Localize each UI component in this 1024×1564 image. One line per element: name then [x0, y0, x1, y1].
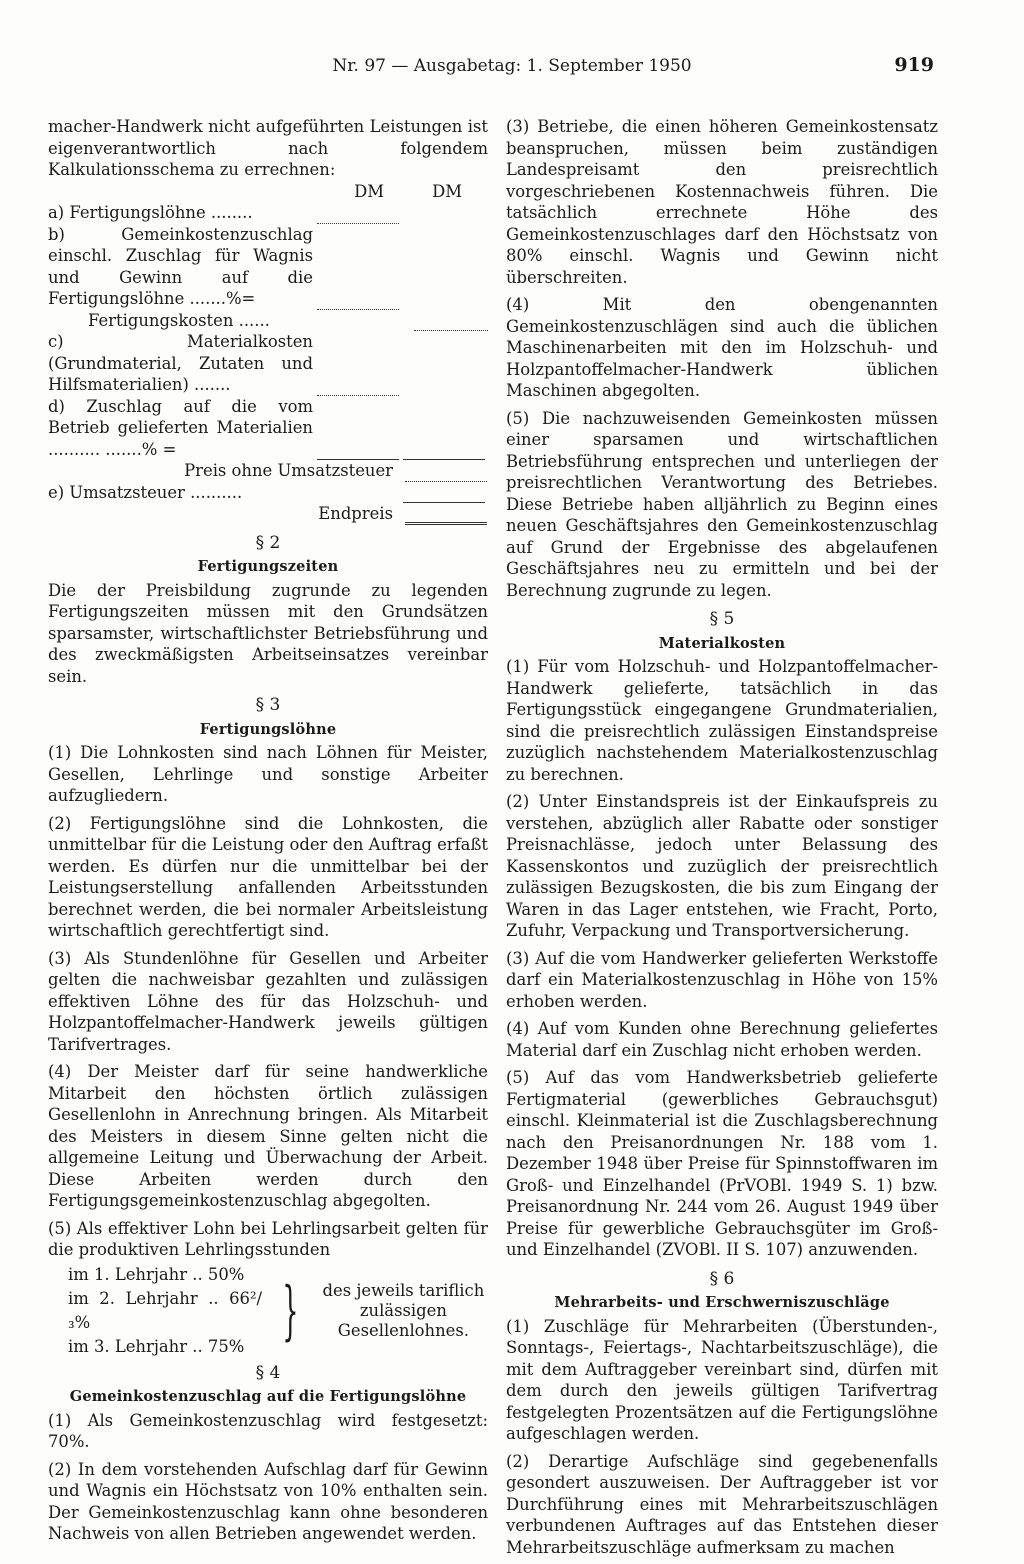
page-header	[0, 54, 1024, 82]
section-5-paragraph-1: (1) Für vom Holzschuh- und Holzpantoffelmacher-Handwerk gelieferte, tatsächlich in das Fertigungsstück eingegangene Grundmaterialien, sind die preisrechtlich zulässigen Einstandspreise zuzüglich nachstehendem Materialkostenzuschlag zu berechnen.	[506, 657, 938, 784]
lehrjahr-table	[68, 1263, 488, 1359]
lehrjahr-1: im 1. Lehrjahr .. 50%	[68, 1264, 245, 1284]
issue-line: Nr. 97 — Ausgabetag: 1. September 1950	[332, 56, 692, 76]
lehrjahr-3: im 3. Lehrjahr .. 75%	[68, 1336, 245, 1356]
schema-row-e: e) Umsatzsteuer ..........	[48, 482, 488, 504]
schema-row-c: c) Materialkosten (Grundmaterial, Zutaten und Hilfsmaterialien) .......	[48, 331, 488, 396]
dm-label-2: DM	[432, 181, 462, 201]
section-5-title: Materialkosten	[658, 634, 786, 652]
schema-row-b: b) Gemeinkostenzuschlag einschl. Zuschlag für Wagnis und Gewinn auf die Fertigungslöhne .......%=	[48, 224, 488, 310]
lehrjahr-2: im 2. Lehrjahr .. 66²/₃%	[68, 1288, 263, 1332]
section-6-paragraph-2: (2) Derartige Aufschläge sind gegebenenfalls gesondert auszuweisen. Der Auftraggeber ist vor Durchführung eines mit Mehrarbeitszuschlägen verbundenen Auftrages auf das Entstehen dieser Mehrarbeitszuschläge aufmerksam zu machen	[506, 1451, 938, 1557]
section-3-heading: § 3	[255, 695, 281, 715]
page-number: 919	[894, 54, 934, 76]
dm-header	[48, 181, 488, 203]
intro-paragraph: macher-Handwerk nicht aufgeführten Leistungen ist eigenverantwortlich nach folgendem Kalkulationsschema zu errechnen:	[48, 117, 488, 179]
section-4-paragraph-5: (5) Die nachzuweisenden Gemeinkosten müssen einer sparsamen und wirtschaftlichen Betriebsführung entsprechen und unterliegen der preisrechtlichen Verantwortung des Betriebes. Diese Betriebe haben alljährlich zu Beginn eines neuen Geschäftsjahres den Gemeinkostenzuschlag auf Grund der Ergebnisse des abgelaufenen Geschäftsjahres neu zu ermitteln und bei der Berechnung zugrunde zu legen.	[506, 408, 938, 600]
schema-row-b-total: Fertigungskosten ......	[48, 310, 488, 332]
schema-row-preis: Preis ohne Umsatzsteuer	[48, 460, 488, 482]
brace: }	[282, 1273, 299, 1348]
schema-row-d: d) Zuschlag auf die vom Betrieb gelieferten Materialien .......... .......% =	[48, 396, 488, 461]
section-2-heading: § 2	[255, 532, 281, 553]
section-4-title: Gemeinkostenzuschlag auf die Fertigungslöhne	[69, 1388, 467, 1405]
section-5-paragraph-5: (5) Auf das vom Handwerksbetrieb gelieferte Fertigmaterial (gewerbliches Gebrauchsgut) einschl. Kleinmaterial ist die Zuschlagsberechnung nach den Preisanordnungen Nr. 188 vom 1. Dezember 1948 über Preise für Spinnstoffwaren im Groß- und Einzelhandel (PrVOBl. 1949 S. 1) bzw. Preisanordnung Nr. 244 vom 26. August 1949 über Preise für gewerbliche Gebrauchsgüter im Groß- und Einzelhandel (ZVOBl. II S. 107) anzuwenden.	[506, 1068, 938, 1259]
section-2-paragraph: Die der Preisbildung zugrunde zu legenden Fertigungszeiten müssen mit den Grundsätzen sparsamster, wirtschaftlichster Betriebsführung und des zweckmäßigsten Arbeitseinsatzes vereinbar sein.	[48, 580, 488, 686]
section-5-heading: § 5	[709, 609, 735, 629]
section-6-paragraph-1: (1) Zuschläge für Mehrarbeiten (Überstunden-, Sonntags-, Feiertags-, Nachtarbeitszuschläge), die mit dem Auftraggeber vereinbart sind, dürfen mit dem durch den jeweils gültigen Tarifvertrag festgelegten Prozentsätzen auf die Fertigungslöhne aufgeschlagen werden.	[506, 1316, 938, 1443]
section-6-title: Mehrarbeits- und Erschwerniszuschläge	[554, 1294, 890, 1311]
lehrjahr-note: des jeweils tariflich zulässigen Gesellenlohnes.	[322, 1280, 485, 1340]
section-3-paragraph-1: (1) Die Lohnkosten sind nach Löhnen für Meister, Gesellen, Lehrlinge und sonstige Arbeiter aufzugliedern.	[48, 743, 488, 805]
section-5-paragraph-3: (3) Auf die vom Handwerker gelieferten Werkstoffe darf ein Materialkostenzuschlag in Höhe von 15% erhoben werden.	[506, 948, 938, 1011]
section-4-heading: § 4	[255, 1362, 281, 1383]
right-column	[506, 116, 938, 1564]
section-5-paragraph-4: (4) Auf vom Kunden ohne Berechnung geliefertes Material darf ein Zuschlag nicht erhoben werden.	[506, 1019, 938, 1060]
section-4-paragraph-1: (1) Als Gemeinkostenzuschlag wird festgesetzt: 70%.	[48, 1410, 488, 1451]
section-4-paragraph-3: (3) Betriebe, die einen höheren Gemeinkostensatz beanspruchen, müssen beim zuständigen Landespreisamt den preisrechtlich vorgeschriebenen Kostennachweis führen. Die tatsächlich errechnete Höhe des Gemeinkostenzuschlages darf den Höchstsatz von 80% einschl. Wagnis und Gewinn nicht überschreiten.	[506, 117, 938, 287]
section-6-heading: § 6	[709, 1268, 735, 1289]
dm-label-1: DM	[354, 181, 385, 201]
left-column	[48, 116, 488, 1551]
section-3-paragraph-5: (5) Als effektiver Lohn bei Lehrlingsarbeit gelten für die produktiven Lehrlingsstunden	[48, 1218, 488, 1259]
schema-row-a: a) Fertigungslöhne ........	[48, 202, 488, 224]
section-4-paragraph-2: (2) In dem vorstehenden Aufschlag darf für Gewinn und Wagnis ein Höchstsatz von 10% enthalten sein. Der Gemeinkostenzuschlag kann ohne besonderen Nachweis von allen Betrieben angewendet werden.	[48, 1459, 488, 1543]
section-4-paragraph-4: (4) Mit den obengenannten Gemeinkostenzuschlägen sind auch die üblichen Maschinenarbeiten mit den im Holzschuh- und Holzpantoffelmacher-Handwerk üblichen Maschinen abgegolten.	[506, 295, 938, 400]
schema-row-endpreis: Endpreis	[48, 503, 488, 525]
section-3-paragraph-4: (4) Der Meister darf für seine handwerkliche Mitarbeit den höchsten örtlich zulässigen Gesellenlohn in Anrechnung bringen. Als Mitarbeit des Meisters in diesem Sinne gelten nicht die allgemeine Leitung und Überwachung der Arbeit. Diese Arbeiten werden durch den Fertigungsgemeinkostenzuschlag abgegolten.	[48, 1062, 488, 1210]
section-3-paragraph-3: (3) Als Stundenlöhne für Gesellen und Arbeiter gelten die nachweisbar gezahlten und zulässigen effektiven Löhne des für das Holzschuh- und Holzpantoffelmacher-Handwerk jeweils gültigen Tarifvertrages.	[48, 948, 488, 1054]
section-3-title: Fertigungslöhne	[199, 720, 337, 738]
section-2-title: Fertigungszeiten	[197, 558, 339, 575]
section-3-paragraph-2: (2) Fertigungslöhne sind die Lohnkosten, die unmittelbar für die Leistung oder den Auftrag erfaßt werden. Es dürfen nur die unmittelbar bei der Leistungserstellung anfallenden Arbeitsstunden berechnet werden, die bei normaler Arbeitsleistung wirtschaftlich gerechtfertigt sind.	[48, 813, 488, 940]
section-5-paragraph-2: (2) Unter Einstandspreis ist der Einkaufspreis zu verstehen, abzüglich aller Rabatte oder sonstiger Preisnachlässe, jedoch unter Belassung des Kassenskontos und zuzüglich der preisrechtlich zulässigen Bezugskosten, die bis zum Eingang der Waren in das Lager entstehen, wie Fracht, Porto, Zufuhr, Verpackung und Transportversicherung.	[506, 792, 938, 940]
